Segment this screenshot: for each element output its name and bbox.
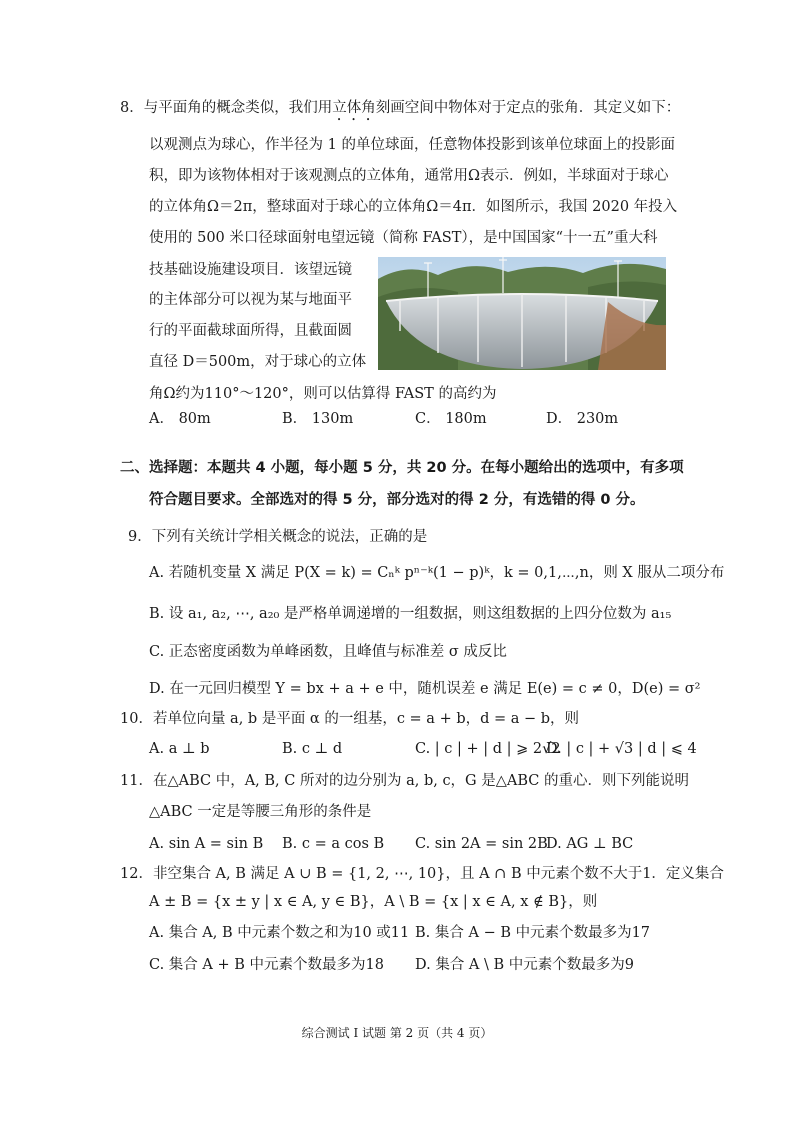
q8-line-10: 角Ω约为110°～120°，则可以估算得 FAST 的高约为	[149, 386, 497, 402]
q8-line-3: 积，即为该物体相对于该观测点的立体角，通常用Ω表示．例如，半球面对于球心	[149, 168, 669, 184]
section-2-heading: 二、选择题：本题共 4 小题，每小题 5 分，共 20 分。在每小题给出的选项中，有多项	[120, 460, 684, 476]
q10-option-d: D. | c | + √3 | d | ⩽ 4	[546, 741, 697, 757]
q11-option-a: A. sin A = sin B	[149, 836, 264, 852]
q11-option-d: D. AG ⊥ BC	[546, 836, 634, 852]
q8-line-7: 的主体部分可以视为某与地面平	[149, 292, 352, 308]
q10-stem: 10．若单位向量 a, b 是平面 α 的一组基，c = a + b，d = a − b，则	[120, 711, 580, 727]
q12-option-b: B. 集合 A − B 中元素个数最多为17	[415, 925, 651, 941]
q11-option-c: C. sin 2A = sin 2B	[415, 836, 548, 852]
q9-option-b: B. 设 a₁, a₂, ⋯, a₂₀ 是严格单调递增的一组数据，则这组数据的上四分位数为 a₁₅	[149, 606, 672, 622]
q8-line-2: 以观测点为球心，作半径为 1 的单位球面，任意物体投影到该单位球面上的投影面	[149, 137, 675, 153]
q12-stem-cont: A ± B = {x ± y | x ∈ A, y ∈ B}，A \ B = {x | x ∈ A, x ∉ B}，则	[149, 894, 598, 910]
q10-option-b: B. c ⊥ d	[282, 741, 343, 757]
q8-line-5: 使用的 500 米口径球面射电望远镜（简称 FAST），是中国国家“十一五”重大科	[149, 230, 658, 246]
q8-number: 8．	[120, 100, 144, 116]
q9-stem: 9．下列有关统计学相关概念的说法，正确的是	[128, 529, 428, 545]
q8-line-4: 的立体角Ω＝2π，整球面对于球心的立体角Ω＝4π．如图所示，我国 2020 年投入	[149, 199, 678, 215]
q8-option-c: C． 180m	[415, 411, 487, 427]
q12-stem: 12．非空集合 A, B 满足 A ∪ B = {1, 2, ⋯, 10}，且 A ∩ B 中元素个数不大于1．定义集合	[120, 866, 724, 882]
q10-option-a: A. a ⊥ b	[149, 741, 210, 757]
q11-option-b: B. c = a cos B	[282, 836, 385, 852]
q8-line-9: 直径 D＝500m，对于球心的立体	[149, 354, 367, 370]
fast-telescope-photo	[378, 257, 666, 370]
emphasized-term: 立体角	[332, 100, 376, 116]
q10-option-c: C. | c | + | d | ⩾ 2√2	[415, 741, 561, 757]
q8-text: 与平面角的概念类似，我们用	[143, 100, 333, 116]
q8-line-1	[120, 98, 680, 124]
q8-line-6: 技基础设施建设项目．该望远镜	[149, 262, 352, 278]
q8-line-8: 行的平面截球面所得，且截面圆	[149, 323, 352, 339]
q11-stem: 11．在△ABC 中，A, B, C 所对的边分别为 a, b, c，G 是△ABC 的重心．则下列能说明	[120, 773, 690, 789]
q9-option-d: D. 在一元回归模型 Y = bx + a + e 中，随机误差 e 满足 E(e) = c ≠ 0，D(e) = σ²	[149, 681, 701, 697]
q12-option-c: C. 集合 A + B 中元素个数最多为18	[149, 957, 384, 973]
q9-option-c: C. 正态密度函数为单峰函数，且峰值与标准差 σ 成反比	[149, 644, 507, 660]
page-footer: 综合测试 I 试题 第 2 页（共 4 页）	[301, 1026, 493, 1040]
q9-option-a: A. 若随机变量 X 满足 P(X = k) = Cₙᵏ pⁿ⁻ᵏ(1 − p)ᵏ，k = 0,1,⋯,n，则 X 服从二项分布	[149, 565, 725, 581]
q12-option-d: D. 集合 A \ B 中元素个数最多为9	[415, 957, 635, 973]
telescope-illustration	[378, 257, 666, 370]
q8-option-a: A． 80m	[149, 411, 211, 427]
q11-stem-cont: △ABC 一定是等腰三角形的条件是	[149, 804, 372, 820]
section-2-instructions: 符合题目要求。全部选对的得 5 分，部分选对的得 2 分，有选错的得 0 分。	[149, 492, 645, 508]
q8-option-d: D． 230m	[546, 411, 619, 427]
q8-text: 刻画空间中物体对于定点的张角．其定义如下：	[375, 100, 681, 116]
q12-option-a: A. 集合 A, B 中元素个数之和为10 或11	[149, 925, 410, 941]
q8-option-b: B． 130m	[282, 411, 354, 427]
